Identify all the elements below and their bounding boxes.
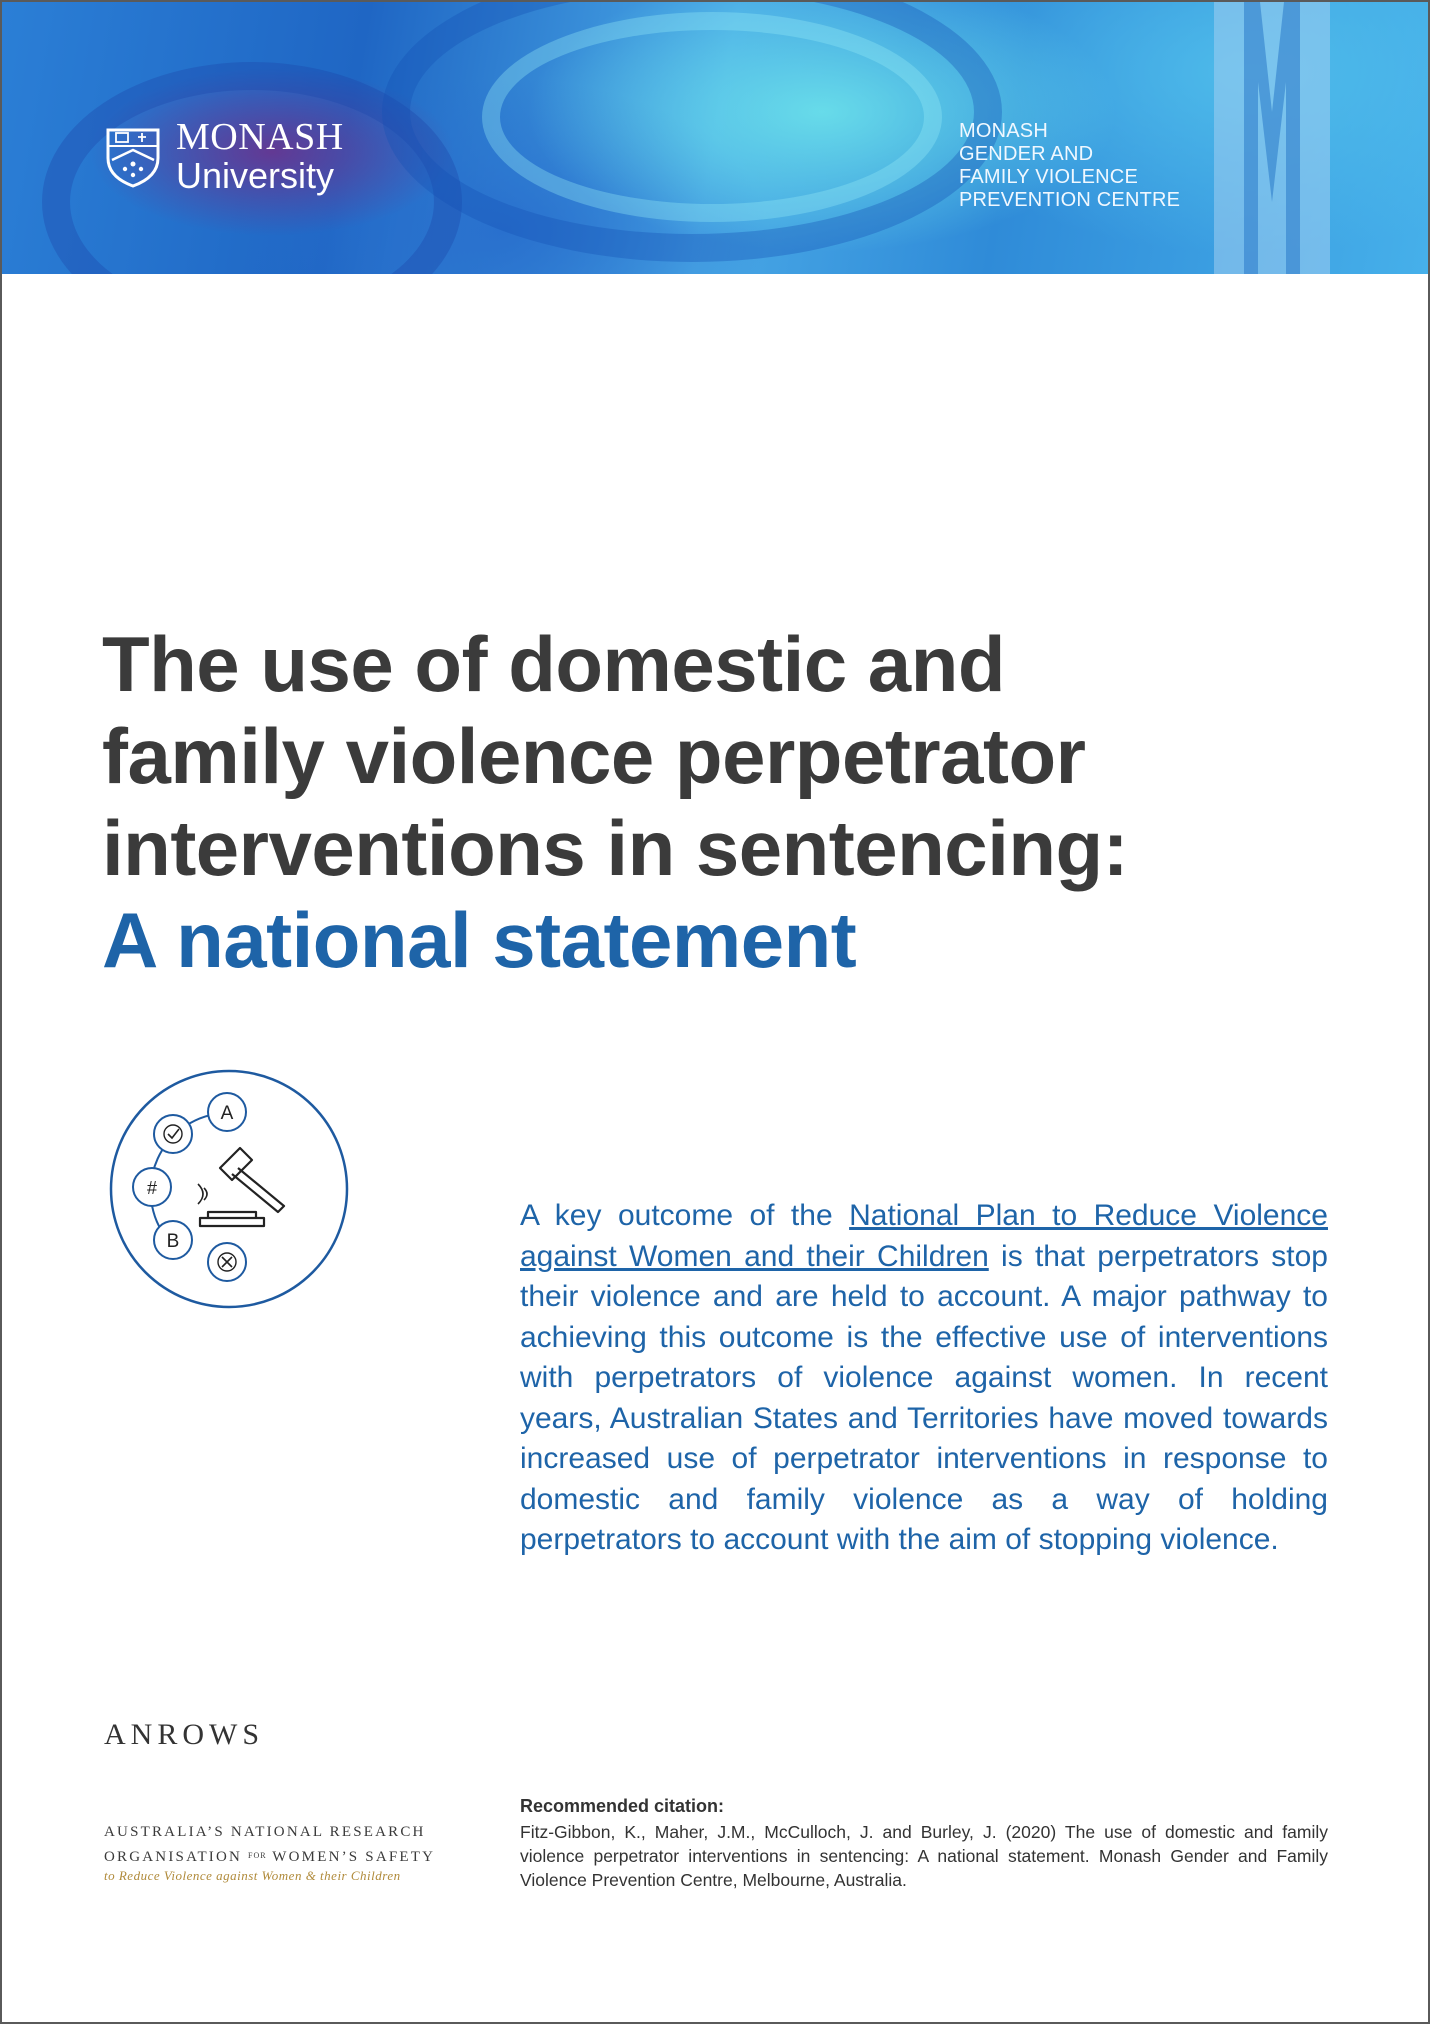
centre-line: PREVENTION CENTRE [959, 189, 1181, 211]
intro-paragraph [520, 1196, 1328, 1561]
a-node [208, 1093, 246, 1131]
centre-line: FAMILY VIOLENCE [959, 166, 1138, 188]
node-label-a: A [220, 1103, 234, 1124]
node-label-b: B [166, 1231, 180, 1252]
intro-lead: A key outcome of the [520, 1199, 850, 1232]
anrows-line-2 [104, 1844, 435, 1869]
b-node [154, 1221, 192, 1259]
check-node [154, 1115, 192, 1153]
m-letter-icon [1214, 2, 1330, 274]
centre-line: MONASH [959, 120, 1048, 142]
anrows-logo[interactable]: ANROWS [104, 1718, 265, 1751]
banner-swirl [482, 12, 942, 222]
anrows-for: FOR [248, 1851, 267, 1860]
gavel-badge-icon [108, 1068, 350, 1310]
logo-university: University [176, 155, 335, 196]
anrows-organisation [104, 1820, 435, 1869]
header-banner [2, 2, 1428, 274]
page-title [102, 618, 1129, 986]
monash-crest-icon [104, 124, 162, 188]
monash-logo[interactable] [104, 118, 344, 194]
intro-body: is that perpetrators stop their violence and are held to account. A major pathway to achieving this outcome is the effective use of interventions with perpetrators of violence against women. In recent years, Australian States and Territories have moved towards increased use of perpetrator interventions in response to domestic and family violence as a way of holding perpetrators to account with the aim of stopping violence. [520, 1239, 1328, 1556]
anrows-line: AUSTRALIA’S NATIONAL RESEARCH [104, 1824, 426, 1840]
title-line: family violence perpetrator [102, 712, 1086, 800]
title-line: The use of domestic and [102, 620, 1005, 708]
title-line: interventions in sentencing: [102, 804, 1129, 892]
cross-node [208, 1243, 246, 1281]
node-label-hash: # [146, 1178, 158, 1198]
centre-name [959, 120, 1180, 212]
anrows-tagline: to Reduce Violence against Women & their Children [104, 1868, 401, 1883]
anrows-safety: WOMEN’S SAFETY [272, 1849, 436, 1865]
citation-text: Fitz-Gibbon, K., Maher, J.M., McCulloch, J. and Burley, J. (2020) The use of domestic and family violence perpetrator interventions in sentencing: A national statement. Monash Gender and Family Violence Prevention Centre, Melbourne, Australia. [520, 1822, 1328, 1890]
m-strip [1214, 2, 1330, 274]
title-subtitle: A national statement [102, 896, 857, 984]
hash-node [133, 1168, 171, 1206]
citation-heading: Recommended citation: [520, 1796, 725, 1816]
national-plan-link[interactable]: National Plan to Reduce Violence against Women and their Children [520, 1199, 1328, 1273]
gavel-icon [198, 1148, 284, 1226]
logo-name: MONASH [176, 116, 344, 158]
centre-line: GENDER AND [959, 143, 1094, 165]
anrows-org: ORGANISATION [104, 1849, 243, 1865]
